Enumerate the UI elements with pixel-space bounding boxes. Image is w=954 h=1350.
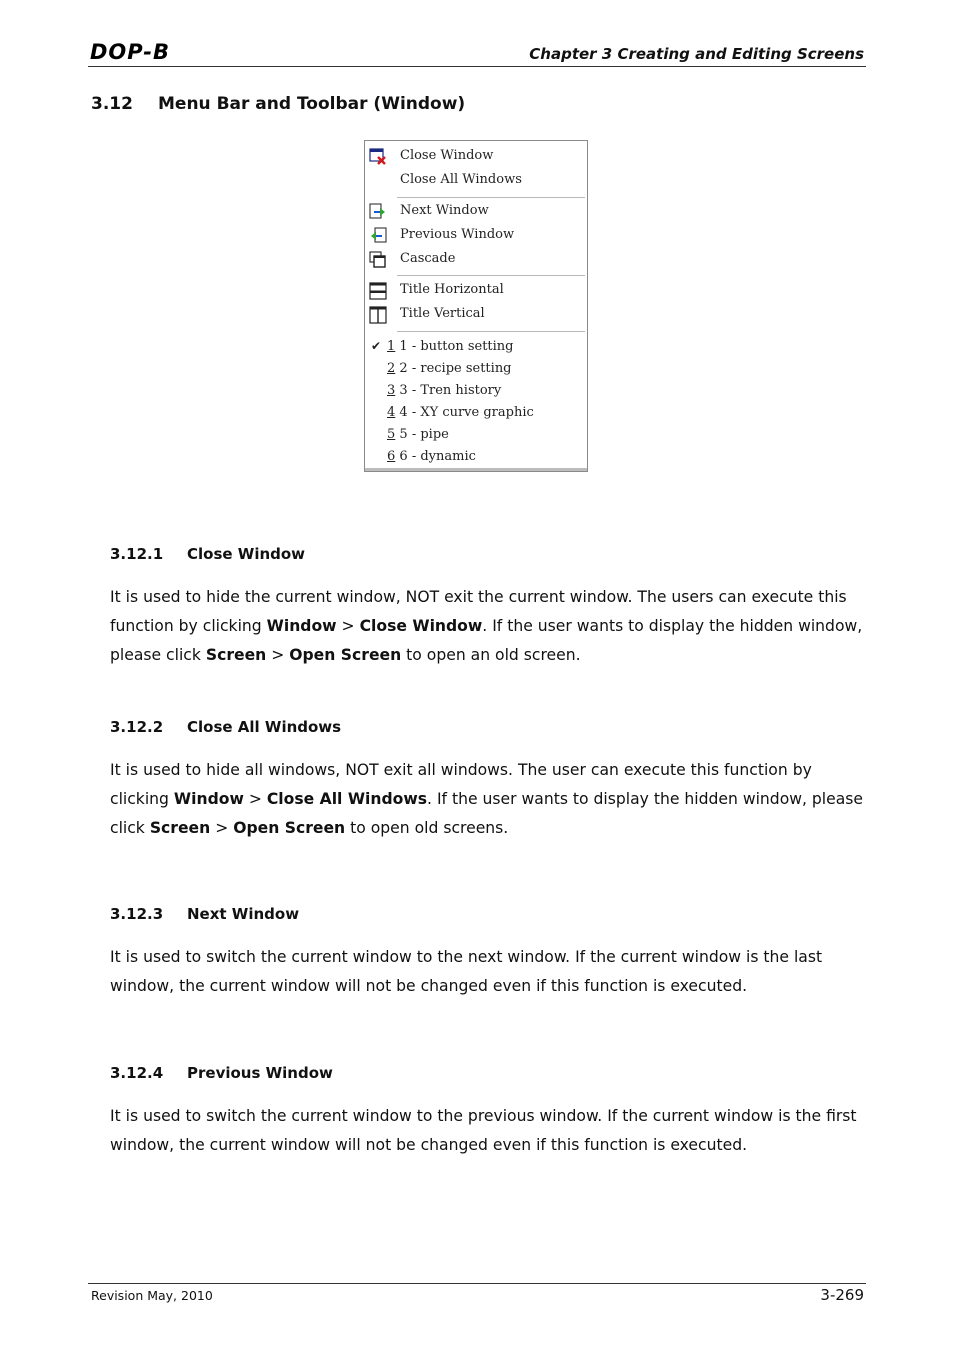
product-logo: DOP-B xyxy=(90,40,171,64)
menu-item-previous-window[interactable] xyxy=(365,225,587,247)
close-window-icon xyxy=(369,148,387,166)
subsection-title: Next Window xyxy=(187,905,300,923)
menu-window-label: 3 - Tren history xyxy=(399,383,502,398)
text-run: > xyxy=(243,790,267,808)
bold-text: Screen xyxy=(205,646,267,664)
cascade-icon xyxy=(369,251,387,269)
footer-divider xyxy=(88,1283,866,1284)
text-run: to open old screens. xyxy=(345,819,509,837)
revision-date: Revision May, 2010 xyxy=(91,1288,213,1303)
text-run: to open an old screen. xyxy=(401,646,581,664)
menu-item-next-window[interactable] xyxy=(365,201,587,223)
menu-item-title-horizontal[interactable] xyxy=(365,280,587,302)
text-run: . If the user wants to display the hidden window, please click xyxy=(110,617,863,664)
window-menu xyxy=(364,140,588,472)
section-number: 3.12 xyxy=(91,94,133,114)
menu-bottom-edge xyxy=(365,468,587,471)
subsection-title: Close Window xyxy=(187,545,306,563)
subsection-heading xyxy=(110,718,341,736)
bold-text: Screen xyxy=(149,819,211,837)
menu-accelerator: 4 xyxy=(387,405,396,420)
previous-window-icon xyxy=(369,227,387,245)
subsection-number: 3.12.2 xyxy=(110,718,164,736)
subsection-heading xyxy=(110,545,305,563)
menu-window-label: 5 - pipe xyxy=(399,427,449,442)
menu-item-label: Title Horizontal xyxy=(400,282,504,297)
menu-separator xyxy=(397,275,585,277)
menu-item-label: Next Window xyxy=(400,203,489,218)
bold-text: Window xyxy=(266,617,337,635)
text-run: It is used to hide all windows, NOT exit all windows. The user can execute this function by clicking xyxy=(110,761,812,808)
subsection-number: 3.12.4 xyxy=(110,1064,164,1082)
subsection-heading xyxy=(110,1064,333,1082)
menu-window-item[interactable] xyxy=(365,425,587,447)
subsection-title: Previous Window xyxy=(187,1064,333,1082)
bold-text: Close Window xyxy=(359,617,483,635)
page-number: 3-269 xyxy=(820,1286,864,1304)
paragraph xyxy=(110,756,870,843)
menu-window-label: 4 - XY curve graphic xyxy=(399,405,534,420)
subsection-title: Close All Windows xyxy=(187,718,342,736)
menu-accelerator: 3 xyxy=(387,383,396,398)
menu-item-cascade[interactable] xyxy=(365,249,587,271)
menu-window-label: 2 - recipe setting xyxy=(399,361,512,376)
menu-accelerator: 5 xyxy=(387,427,396,442)
menu-item-label: Close Window xyxy=(400,148,494,163)
text-run: > xyxy=(336,617,360,635)
bold-text: Window xyxy=(173,790,244,808)
next-window-icon xyxy=(369,203,387,221)
menu-separator xyxy=(397,331,585,333)
menu-accelerator: 6 xyxy=(387,449,396,464)
text-run: > xyxy=(210,819,234,837)
text-run: > xyxy=(266,646,290,664)
subsection-number: 3.12.3 xyxy=(110,905,164,923)
bold-text: Open Screen xyxy=(289,646,402,664)
menu-window-item[interactable] xyxy=(365,337,587,359)
subsection-number: 3.12.1 xyxy=(110,545,164,563)
menu-accelerator: 2 xyxy=(387,361,396,376)
menu-window-item[interactable] xyxy=(365,403,587,425)
subsection-heading xyxy=(110,905,299,923)
menu-item-label: Close All Windows xyxy=(400,172,522,187)
bold-text: Close All Windows xyxy=(266,790,428,808)
tile-vertical-icon xyxy=(369,306,387,324)
menu-separator xyxy=(397,197,585,199)
text-run: It is used to hide the current window, NOT exit the current window. The users can execute this function by clicking xyxy=(110,588,847,635)
chapter-title: Chapter 3 Creating and Editing Screens xyxy=(529,45,864,63)
menu-item-title-vertical[interactable] xyxy=(365,304,587,326)
header-divider xyxy=(88,66,866,67)
bold-text: Open Screen xyxy=(233,819,346,837)
section-heading xyxy=(91,94,465,114)
text-run: . If the user wants to display the hidden window, please click xyxy=(110,790,864,837)
check-icon: ✔ xyxy=(371,339,382,353)
paragraph: It is used to switch the current window to the previous window. If the current window is the first window, the current window will not be changed even if this function is executed. xyxy=(110,1107,857,1154)
menu-window-item[interactable] xyxy=(365,381,587,403)
tile-horizontal-icon xyxy=(369,282,387,300)
menu-window-label: 1 - button setting xyxy=(399,339,514,354)
menu-window-label: 6 - dynamic xyxy=(399,449,476,464)
menu-item-close-window[interactable] xyxy=(365,146,587,168)
menu-window-item[interactable] xyxy=(365,359,587,381)
menu-item-label: Previous Window xyxy=(400,227,515,242)
menu-item-label: Cascade xyxy=(400,251,456,266)
menu-item-label: Title Vertical xyxy=(400,306,485,321)
section-title: Menu Bar and Toolbar (Window) xyxy=(158,94,466,114)
menu-item-close-all-windows[interactable] xyxy=(365,170,587,192)
paragraph: It is used to switch the current window to the next window. If the current window is the last window, the current window will not be changed even if this function is executed. xyxy=(110,948,823,995)
paragraph xyxy=(110,583,870,670)
menu-accelerator: 1 xyxy=(387,339,396,354)
menu-window-item[interactable] xyxy=(365,447,587,469)
